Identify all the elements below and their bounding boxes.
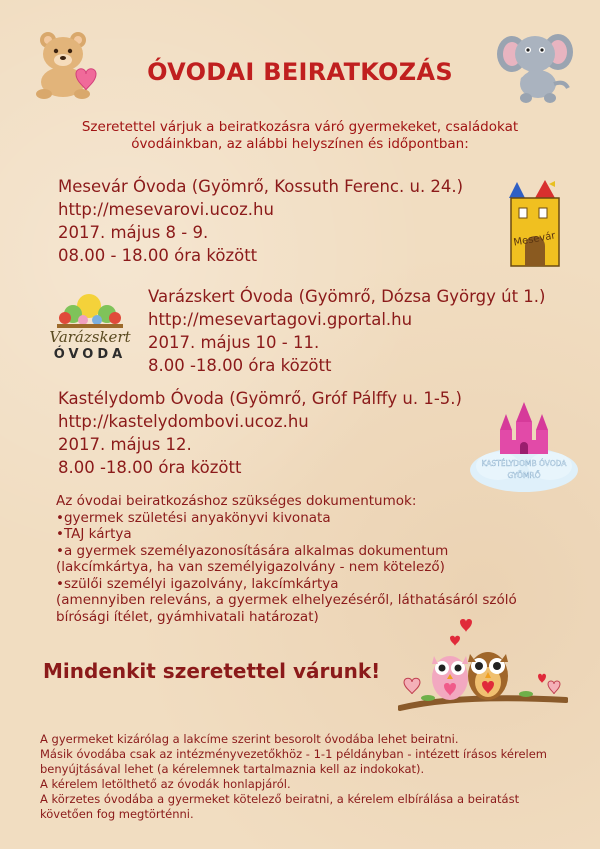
kindergarten-kastelydomb <box>58 387 462 479</box>
mesevar-logo-text: Mesevár <box>512 230 557 249</box>
intro-text <box>40 119 560 153</box>
notes <box>40 732 580 822</box>
note-line: benyújtásával lehet (a kérelemnek tartalmaznia kell az indokokat). <box>40 762 425 776</box>
document-line: •TAJ kártya <box>56 526 132 542</box>
kindergarten-name: Mesevár Óvoda (Gyömrő, Kossuth Ferenc. u. 24.) <box>58 177 464 196</box>
kindergarten-date: 2017. május 8 - 9. <box>58 223 209 242</box>
kindergarten-url[interactable]: http://mesevarovi.ucoz.hu <box>58 200 274 219</box>
intro-line: óvodáinkban, az alábbi helyszínen és időpontban: <box>131 136 469 152</box>
welcome-message: Mindenkit szeretettel várunk! <box>43 659 381 683</box>
kindergarten-time: 8.00 -18.00 óra között <box>58 458 242 477</box>
varazskert-logo-subtext: ÓVODA <box>53 347 127 362</box>
kindergarten-url[interactable]: http://kastelydombovi.ucoz.hu <box>58 412 309 431</box>
kindergarten-date: 2017. május 10 - 11. <box>148 333 320 352</box>
intro-line: Szeretettel várjuk a beiratkozásra váró gyermekeket, családokat <box>81 119 519 135</box>
kastelydomb-logo-subtext: GYÖMRŐ <box>507 471 541 480</box>
kindergarten-date: 2017. május 12. <box>58 435 192 454</box>
document-line: •a gyermek személyazonosítására alkalmas dokumentum <box>56 542 449 559</box>
note-line: Másik óvodába csak az intézményvezetőkhöz - 1-1 példányban - intézett írásos kérelem <box>40 747 547 761</box>
document-line: (amennyiben releváns, a gyermek elhelyezéséről, láthatásáról szóló <box>56 592 517 608</box>
varazskert-logo-text: Varázskert <box>49 328 131 346</box>
document-line: (lakcímkártya, ha van személyigazolvány - nem kötelező) <box>56 559 445 575</box>
kindergarten-name: Varázskert Óvoda (Gyömrő, Dózsa György út 1.) <box>148 287 546 306</box>
kindergarten-name: Kastélydomb Óvoda (Gyömrő, Gróf Pálffy u. 1-5.) <box>58 389 462 408</box>
document-line: bírósági ítélet, gyámhivatali határozat) <box>56 608 319 625</box>
note-line: A körzetes óvodába a gyermeket kötelező beiratni, a kérelem elbírálása a beiratást <box>40 792 520 806</box>
owls-illustration <box>398 612 568 720</box>
kindergarten-mesevar <box>58 175 463 267</box>
note-line: A gyermeket kizárólag a lakcíme szerint besorolt óvodába lehet beiratni. <box>40 732 459 746</box>
kastelydomb-logo-text: KASTÉLYDOMB ÓVODA <box>481 459 567 468</box>
kindergarten-varazskert <box>148 285 545 377</box>
document-line: •gyermek születési anyakönyvi kivonata <box>56 509 331 526</box>
varazskert-logo <box>27 292 153 362</box>
mesevar-castle-logo <box>505 180 565 270</box>
kindergarten-time: 8.00 -18.00 óra között <box>148 356 332 375</box>
note-line: A kérelem letölthető az óvodák honlapjáról. <box>40 777 291 791</box>
document-line: •szülői személyi igazolvány, lakcímkártya <box>56 575 339 592</box>
page-title: ÓVODAI BEIRATKOZÁS <box>147 58 453 86</box>
required-documents <box>56 493 526 625</box>
kindergarten-time: 08.00 - 18.00 óra között <box>58 246 258 265</box>
kindergarten-url[interactable]: http://mesevartagovi.gportal.hu <box>148 310 413 329</box>
documents-heading: Az óvodai beiratkozáshoz szükséges dokumentumok: <box>56 493 417 509</box>
note-line: követően fog megtörténni. <box>40 807 194 821</box>
kastelydomb-logo <box>468 400 580 496</box>
